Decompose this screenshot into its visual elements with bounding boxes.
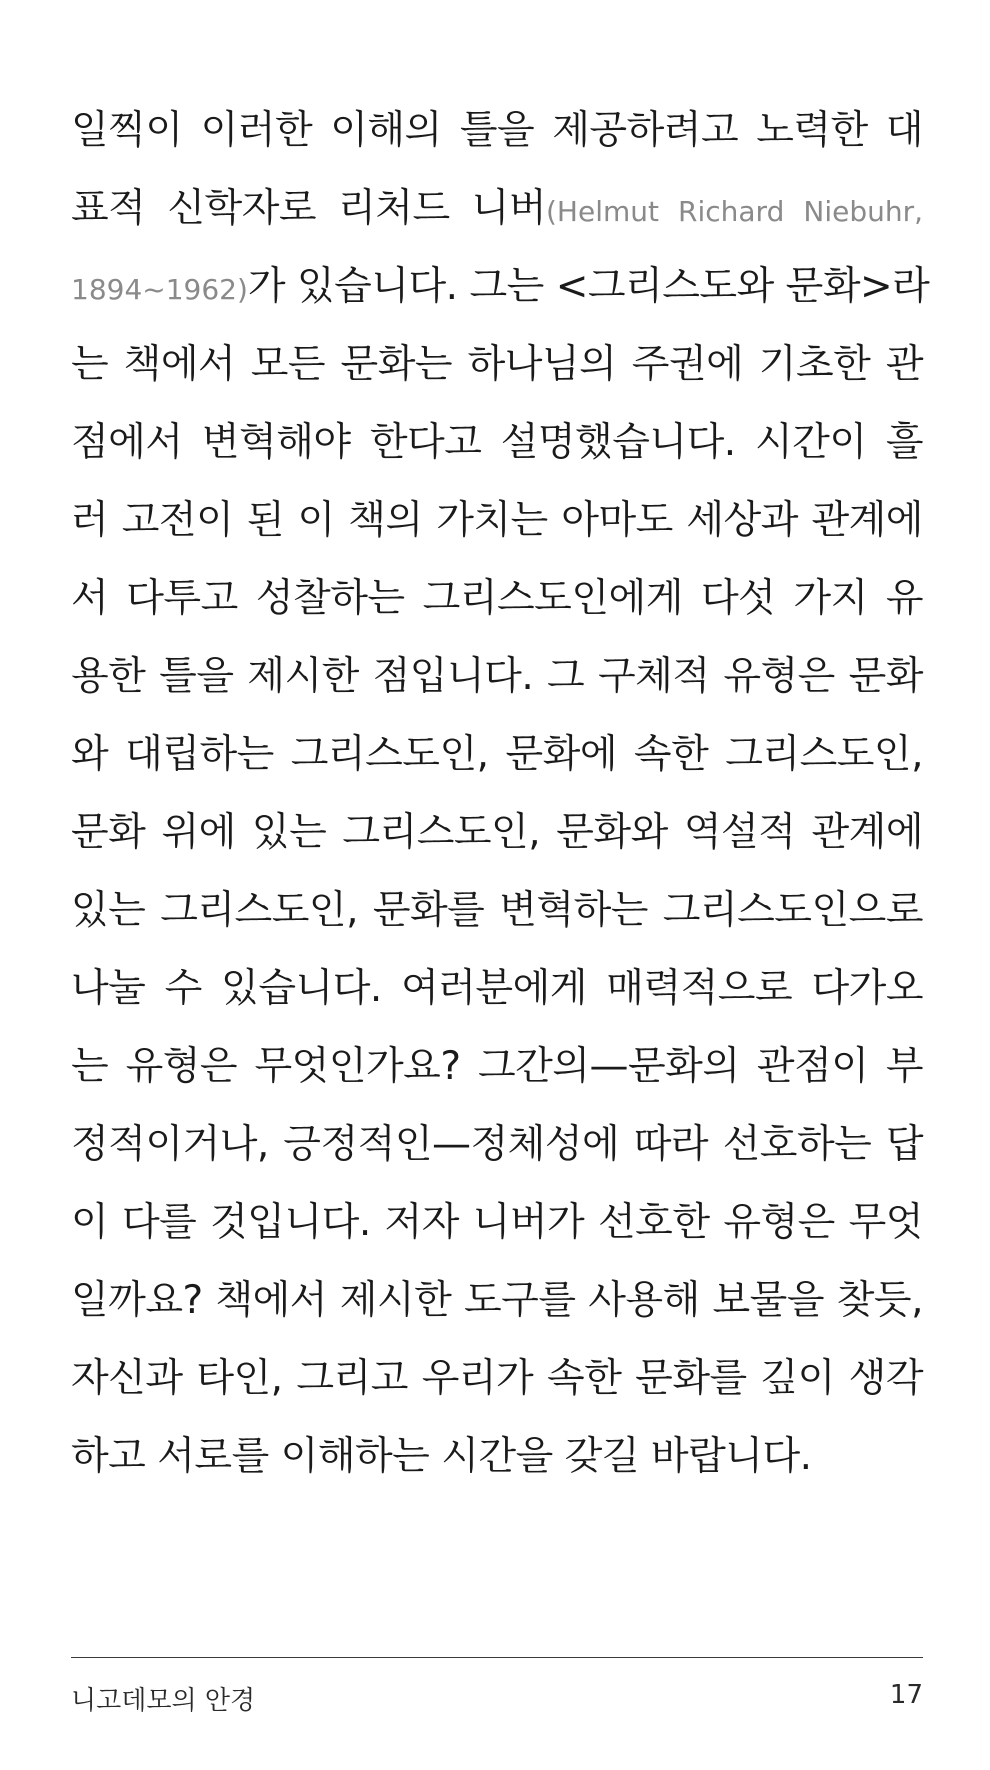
text-line: 서 다투고 성찰하는 그리스도인에게 다섯 가지 유	[71, 576, 923, 621]
text-line: 정적이거나, 긍정적인—정체성에 따라 선호하는 답	[71, 1122, 923, 1167]
author-name-aside: (Helmut Richard Niebuhr,	[546, 195, 923, 228]
text-line: 는 책에서 모든 문화는 하나님의 주권에 기초한 관	[71, 342, 923, 387]
text-line: 일까요? 책에서 제시한 도구를 사용해 보물을 찾듯,	[71, 1278, 923, 1323]
text-line	[71, 170, 923, 248]
text-line: 점에서 변혁해야 한다고 설명했습니다. 시간이 흘	[71, 420, 923, 465]
text-line: 는 유형은 무엇인가요? 그간의—문화의 관점이 부	[71, 1044, 923, 1089]
text-line: 자신과 타인, 그리고 우리가 속한 문화를 깊이 생각	[71, 1356, 923, 1401]
text-line-main: 표적 신학자로 리처드 니버	[71, 186, 546, 231]
author-years-aside: 1894~1962)	[71, 273, 248, 306]
text-line: 일찍이 이러한 이해의 틀을 제공하려고 노력한 대	[71, 108, 923, 153]
text-line: 문화 위에 있는 그리스도인, 문화와 역설적 관계에	[71, 810, 923, 855]
text-line: 있는 그리스도인, 문화를 변혁하는 그리스도인으로	[71, 888, 923, 933]
body-paragraph	[71, 92, 930, 1496]
text-line: 용한 틀을 제시한 점입니다. 그 구체적 유형은 문화	[71, 654, 923, 699]
page-number: 17	[889, 1680, 923, 1710]
running-footer-title: 니고데모의 안경	[71, 1686, 256, 1716]
text-line: 와 대립하는 그리스도인, 문화에 속한 그리스도인,	[71, 732, 923, 777]
text-line: 러 고전이 된 이 책의 가치는 아마도 세상과 관계에	[71, 498, 923, 543]
text-line: 이 다를 것입니다. 저자 니버가 선호한 유형은 무엇	[71, 1200, 923, 1245]
text-line	[71, 248, 930, 326]
footer-divider	[71, 1657, 923, 1658]
text-line: 나눌 수 있습니다. 여러분에게 매력적으로 다가오	[71, 966, 923, 1011]
text-line-main: 가 있습니다. 그는 <그리스도와 문화>라	[247, 264, 930, 309]
text-line-last: 하고 서로를 이해하는 시간을 갖길 바랍니다.	[71, 1434, 812, 1479]
